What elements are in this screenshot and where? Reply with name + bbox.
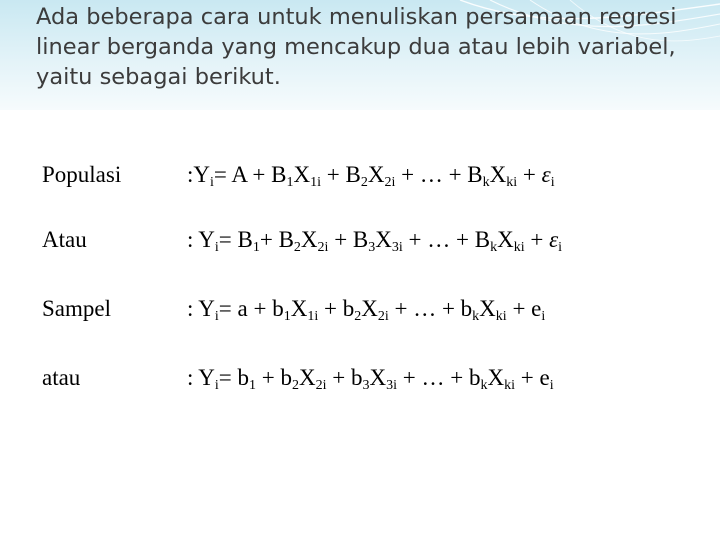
equation-subscript: i <box>558 240 563 255</box>
equation-subscript: ki <box>504 378 515 393</box>
regression-equation <box>187 222 562 258</box>
equation-text: X <box>375 227 392 252</box>
equation-text: + <box>524 227 550 252</box>
equation-subscript-wrap <box>558 227 563 255</box>
equation-subscript-wrap <box>490 227 498 255</box>
equation-subscript: k <box>480 378 488 393</box>
slide-title: Ada beberapa cara untuk menuliskan persamaan regresi linear berganda yang mencakup dua atau lebih variabel, yaitu sebagai berikut. <box>36 4 677 90</box>
equation-subscript-wrap <box>504 365 515 393</box>
equation-text: + b <box>326 365 363 390</box>
equation-subscript: i <box>549 378 554 393</box>
equation-subscript-wrap <box>293 227 301 255</box>
equation-text: X <box>489 162 507 187</box>
equation-subscript-wrap <box>249 365 257 393</box>
equation-subscript-wrap <box>310 162 322 190</box>
equation-text: = b <box>218 365 250 390</box>
equation-subscript: 2i <box>384 175 396 190</box>
equation-subscript: i <box>214 240 219 255</box>
regression-equation <box>187 157 555 193</box>
equation-subscript-wrap <box>549 365 554 393</box>
equation-subscript: k <box>472 309 480 324</box>
equation-subscript-wrap <box>292 365 300 393</box>
regression-equation <box>187 360 554 396</box>
equation-text: + … + b <box>397 365 481 390</box>
equation-subscript: i <box>541 309 546 324</box>
equation-row-sampel <box>42 291 702 331</box>
equation-text: X <box>497 227 514 252</box>
equation-subscript: 2 <box>360 175 368 190</box>
equation-subscript: 2i <box>317 240 329 255</box>
equation-text: + B <box>321 162 361 187</box>
equation-text: : Y <box>187 365 215 390</box>
equation-subscript: i <box>214 309 219 324</box>
equation-subscript: 1 <box>286 175 294 190</box>
equation-text: + B <box>328 227 369 252</box>
equation-text: X <box>487 365 505 390</box>
equation-subscript-wrap <box>362 365 370 393</box>
regression-equation <box>187 291 545 327</box>
equation-text: + e <box>506 296 542 321</box>
equation-text: X <box>361 296 378 321</box>
equation-subscript: i <box>550 175 555 190</box>
equation-text: + e <box>515 365 550 390</box>
equation-subscript-wrap <box>513 227 525 255</box>
equation-subscript: 1 <box>249 378 257 393</box>
equation-text: : Y <box>187 227 215 252</box>
equation-subscript-wrap <box>360 162 368 190</box>
row-label: Atau <box>42 227 87 252</box>
equation-subscript-wrap <box>386 365 398 393</box>
equation-subscript: 1i <box>310 175 322 190</box>
equation-subscript: 1i <box>307 309 319 324</box>
equation-subscript: 3 <box>362 378 370 393</box>
equation-text: X <box>479 296 496 321</box>
equation-subscript: i <box>214 378 219 393</box>
equation-subscript: ki <box>513 240 525 255</box>
equation-subscript: ki <box>506 175 518 190</box>
equation-text: + b <box>256 365 293 390</box>
equation-row-populasi <box>42 157 702 197</box>
equation-text: + … + B <box>395 162 483 187</box>
equation-row-atau-sampel <box>42 360 702 400</box>
equation-subscript-wrap <box>541 296 546 324</box>
equation-subscript-wrap <box>252 227 260 255</box>
equation-subscript: ki <box>495 309 507 324</box>
equation-subscript: k <box>490 240 498 255</box>
equation-subscript-wrap <box>391 227 403 255</box>
equation-text: X <box>300 227 318 252</box>
equation-subscript: 2 <box>293 240 301 255</box>
equation-text: X <box>367 162 385 187</box>
equation-text: : Y <box>187 296 215 321</box>
equation-subscript: 1 <box>252 240 260 255</box>
equation-text: + … + B <box>402 227 491 252</box>
equation-subscript-wrap <box>377 296 389 324</box>
equation-subscript-wrap <box>384 162 396 190</box>
equation-subscript: 1 <box>283 309 291 324</box>
equation-text: + b <box>318 296 355 321</box>
equation-subscript: 2i <box>377 309 389 324</box>
equation-subscript: 2i <box>315 378 327 393</box>
equation-subscript-wrap <box>286 162 294 190</box>
equation-subscript-wrap <box>315 365 327 393</box>
equation-subscript-wrap <box>495 296 507 324</box>
equation-subscript-wrap <box>482 162 490 190</box>
equation-subscript: 3 <box>368 240 376 255</box>
equation-text: X <box>290 296 308 321</box>
equation-text: :Y <box>187 162 210 187</box>
equation-text: + B <box>259 227 294 252</box>
equation-text: + … + b <box>388 296 473 321</box>
equation-text: X <box>293 162 311 187</box>
row-label: atau <box>42 365 81 390</box>
equation-symbol: ε <box>541 162 551 187</box>
equation-row-atau <box>42 222 702 262</box>
equation-subscript: k <box>482 175 490 190</box>
equation-text: = B <box>218 227 253 252</box>
equation-subscript: i <box>210 175 214 190</box>
equation-subscript-wrap <box>283 296 291 324</box>
equation-subscript-wrap <box>550 162 555 190</box>
equation-symbol: ε <box>549 227 559 252</box>
row-label: Sampel <box>42 296 111 321</box>
equation-subscript: 3i <box>391 240 403 255</box>
equation-text: = A + B <box>213 162 287 187</box>
equation-subscript: 2 <box>292 378 300 393</box>
equation-subscript-wrap <box>317 227 329 255</box>
equation-subscript: 3i <box>386 378 398 393</box>
equation-text: + <box>517 162 542 187</box>
equation-text: = a + b <box>218 296 284 321</box>
equation-subscript-wrap <box>307 296 319 324</box>
equation-subscript-wrap <box>506 162 518 190</box>
equation-text: X <box>299 365 316 390</box>
equation-subscript: 2 <box>354 309 362 324</box>
equation-text: X <box>369 365 387 390</box>
row-label: Populasi <box>42 162 122 187</box>
